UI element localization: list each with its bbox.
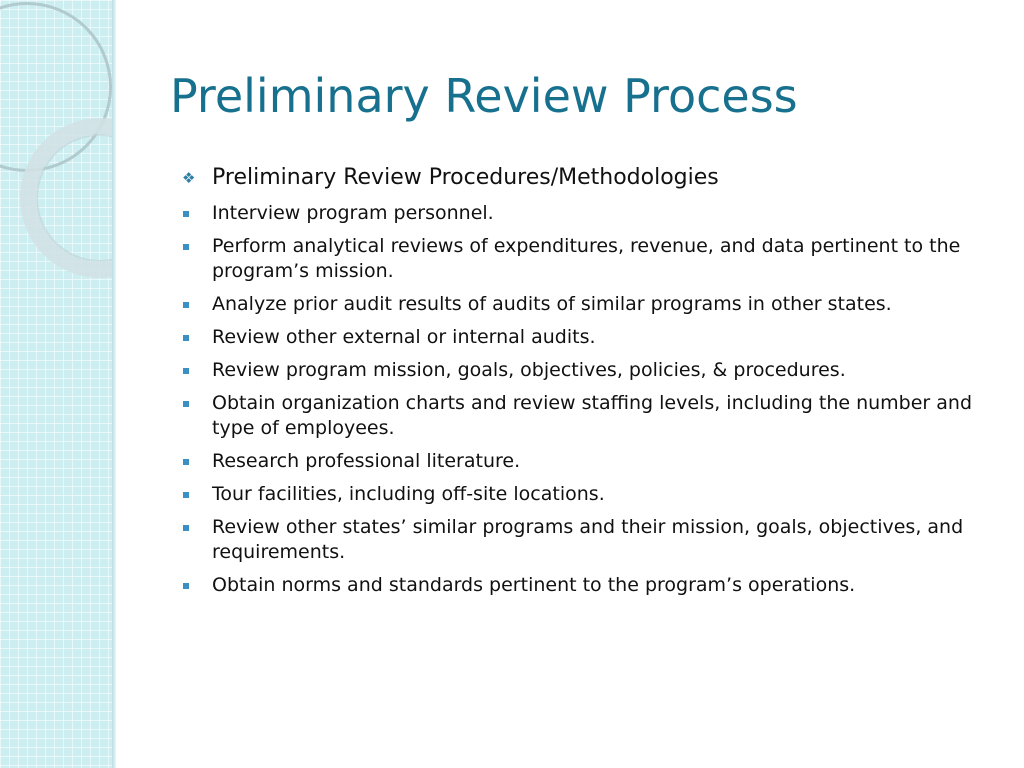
square-bullet-icon <box>180 515 212 540</box>
sidebar-edge <box>112 0 116 768</box>
square-bullet-icon <box>180 391 212 416</box>
list-item <box>180 325 995 350</box>
list-item <box>180 201 995 226</box>
list-item <box>180 482 995 507</box>
list-item <box>180 573 995 598</box>
list-item-text: Review other external or internal audits. <box>212 326 596 348</box>
list-item <box>180 391 995 441</box>
square-bullet-icon <box>180 292 212 317</box>
list-item-text: Interview program personnel. <box>212 202 494 224</box>
list-item-text: Obtain organization charts and review staffing levels, including the number and type of employees. <box>212 392 973 439</box>
decorative-sidebar <box>0 0 114 768</box>
list-item <box>180 449 995 474</box>
list-item-text: Research professional literature. <box>212 450 521 472</box>
list-item <box>180 358 995 383</box>
square-bullet-icon <box>180 449 212 474</box>
list-item-text: Perform analytical reviews of expenditures, revenue, and data pertinent to the program’s mission. <box>212 235 961 282</box>
sub-bullet-list <box>180 201 995 598</box>
list-item <box>180 234 995 284</box>
list-item <box>180 515 995 565</box>
square-bullet-icon <box>180 358 212 383</box>
main-bullet-item <box>180 163 995 193</box>
square-bullet-icon <box>180 325 212 350</box>
slide-title: Preliminary Review Process <box>170 69 798 123</box>
diamond-bullet-icon: ❖ <box>182 169 196 187</box>
list-item <box>180 292 995 317</box>
list-item-text: Analyze prior audit results of audits of similar programs in other states. <box>212 293 892 315</box>
list-item-text: Review program mission, goals, objectives, policies, & procedures. <box>212 359 846 381</box>
list-item-text: Tour facilities, including off-site locations. <box>212 483 605 505</box>
main-bullet-text: Preliminary Review Procedures/Methodologies <box>212 165 719 190</box>
list-item-text: Review other states’ similar programs and their mission, goals, objectives, and requirements. <box>212 516 964 563</box>
square-bullet-icon <box>180 573 212 598</box>
square-bullet-icon <box>180 201 212 226</box>
list-item-text: Obtain norms and standards pertinent to the program’s operations. <box>212 574 856 596</box>
slide-content <box>180 163 995 606</box>
square-bullet-icon <box>180 482 212 507</box>
square-bullet-icon <box>180 234 212 259</box>
